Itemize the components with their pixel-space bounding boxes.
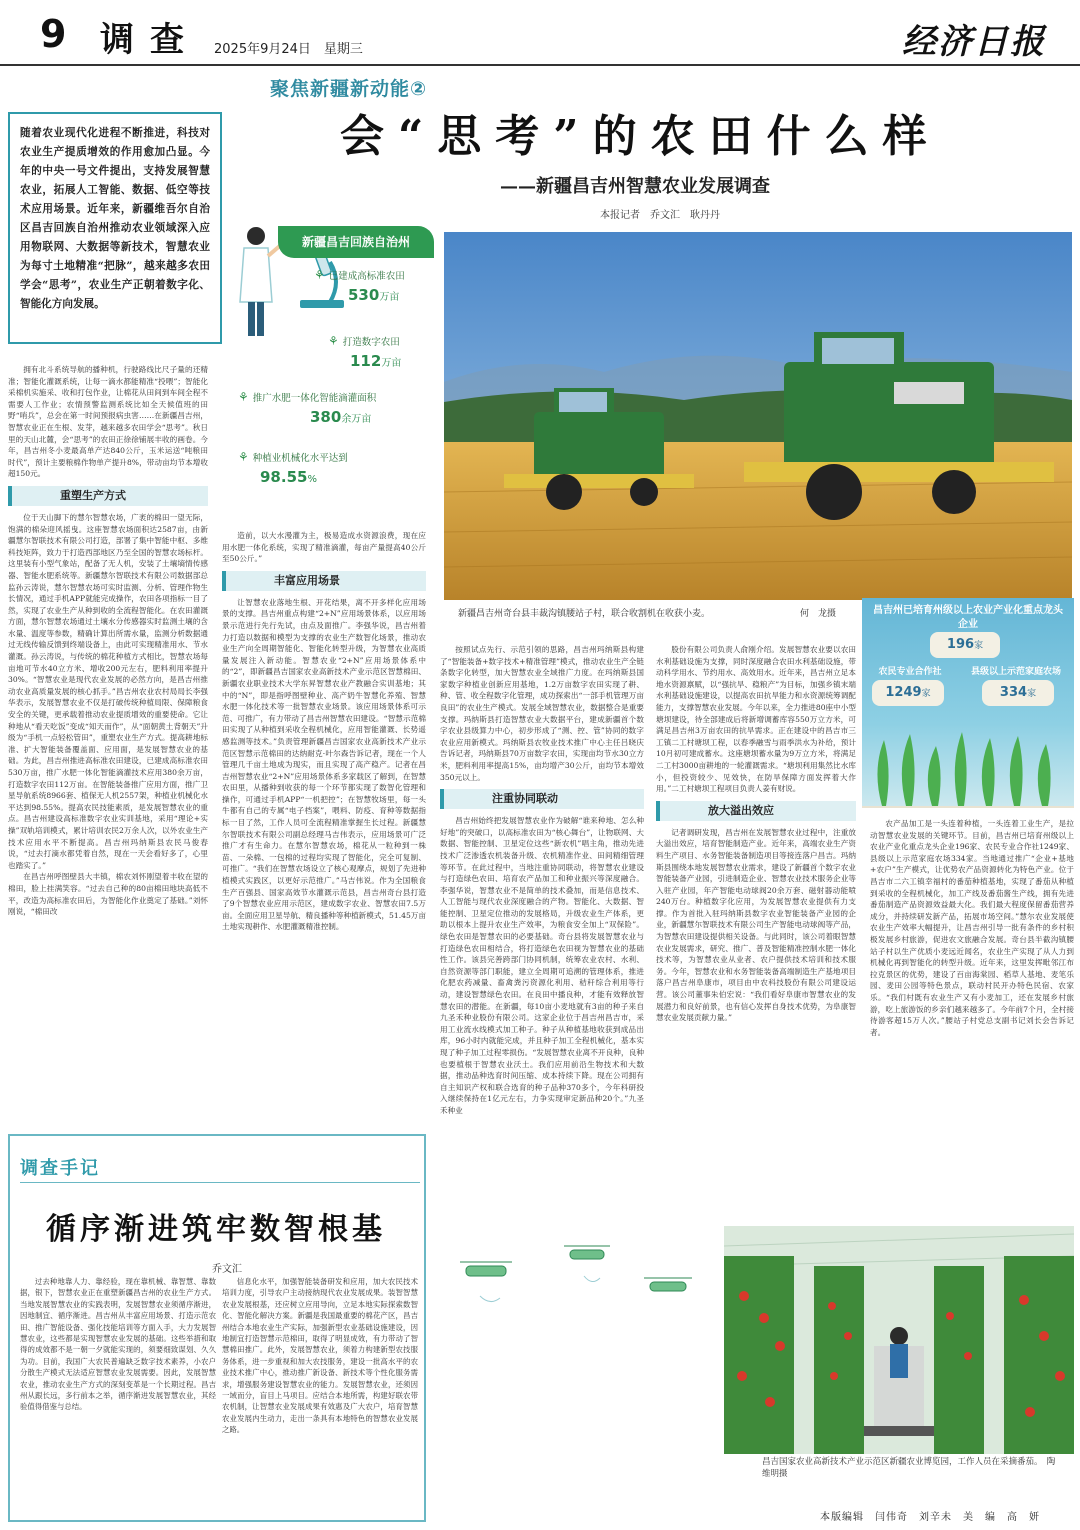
stat-high-standard-farmland [314,268,434,304]
tomato-greenhouse-image [724,1226,1074,1454]
commentary-author: 乔文汇 [212,1264,242,1275]
article-headline: 会“思考”的农田什么样 [340,111,941,162]
body-paragraph: 位于天山脚下的慧尔智慧农场，广袤的棉田一望无际，饱满的棉朵迎风摇曳。这座智慧农场面积达2587亩，由新疆慧尔智联技术有限公司打造，部署了集中智能中枢、多维科技矩阵，致力于打造西部地区乃至全国的智慧农场标杆。这里装有小型气象站，配备了无人机，安装了土壤墒情传感器、智能水肥系统等。新疆慧尔智联技术有限公司数据部总监孙云涛说，慧尔智慧农场可实时监测、分析、管理作物生长情况，通过手机APP就能完成操作，农田各项指标一目了然，实现了农业生产从种到收的全流程智能化。在农田灌溉方面，慧尔智慧农场通过土壤水分传感器实时监测土壤的含水量、温度等参数，精确计算出所需水量，监测分析数据通过无线传输反馈到终端设备上，由此可实现精准用水、节水灌溉。孙云涛说，与传统的棉花种植方式相比，智慧农场每亩地可节水40立方米、增收200元左右，肥料利用率提升30%。“智慧农业是现代农业发展的必然方向，是昌吉州推动农业高质量发展的核心抓手。”昌吉州农业农村局局长李强华表示，发展智慧农业不仅是打破传统种植局限、保障粮食安全的关键，更承载着推动农业提质增效的重要使命。它让种地从“看天吃饭”变成“知天而作”，从“面朝黄土背朝天”升级为“手机一点轻松管田”，重塑农业生产方式。提高耕地标准、扩大智能装备覆盖面、应用面，是发展智慧农业的基础。为此，昌吉州推进高标准农田建设，已建成高标准农田530万亩，推广水肥一体化智能滴灌技术应用380余万亩，打造数字农田112万亩。在智能装备推广应用方面，推广卫星导航系统8966套、植保无人机2557架，种植业机械化水平达到98.55%。提高农民技能素质，是发展智慧农业的重点。昌吉州建设高标准数字农业实训基地，采用“理论+实操”双轨培训模式，累计培训农民2万余人次，以外农业生产技术应用水平不断提高。昌吉州玛纳斯县农民马俊春说，“过去打滴水都凭着自然，现在一天会看好多了，心里也踏实了。” [8,512,208,870]
stat-value: 380 [310,408,342,426]
stat-label: 种植业机械化水平达到 [252,453,348,464]
stat-unit: 万亩 [381,358,402,369]
panel-label-cooperatives: 农民专业合作社 [878,667,942,677]
page-masthead [0,0,1080,66]
harvest-photo [444,232,1072,600]
commentary-paragraph: 信息化水平，加强智能装备研发和应用，加大农民技术培训力度，引导农户主动接纳现代农业发展成果。装智智慧农业发展根基，还应树立应用导向，立足本地实际探索数智化、智能化解决方案。新疆是我国最重要的棉花产区，昌吉州结合本地农业生产实际，加强新型农业基础设施建设，因地制宜打造智慧示范棉田，取得了明显成效，有力带动了智慧棉田推广。此外，发展智慧农业，须着力构建新型农技服务体系，进一步重视和加大农技服务，建设一批高水平的农业技术推广中心，推动推广新设备、新技术等个性化服务需求，增强服务建设智慧农业的能力。发展智慧农业，还须因一域而分，盲目上马项目。应结合本地所需，构建好联农带农机制，让智慧农业发展成果有效惠及广大农户，培育智慧农业发展内生动力，走出一条具有本地特色的智慧农业发展之路。 [222,1277,418,1435]
stat-value: 112 [350,352,382,370]
stat-drip-irrigation [238,390,434,426]
harvest-photo-caption: 新疆昌吉州奇台县丰裁沟镇腰站子村，联合收割机在收获小麦。 [458,609,711,619]
body-paragraph: 农产品加工是一头连着种植，一头连着工业生产，是拉动智慧农业发展的关键环节。目前，昌吉州已培育州级以上农业产业化重点龙头企业196家、农民专业合作社1249家、县级以上示范家庭农场334家。当地通过推广“企业+基地+农户”生产模式，让优势农产品资源转化为特色产业。位于昌吉市二六工镇幸福村的番茄种植基地，实现了番茄从种植到采收的全程机械化，加工产线及番茄酱生产线，拥有先进番茄制造产品资源效益最大化。我们最大程度保留番茄营养成分，并持续研发新产品，拓展市场空间。”慧尔农业发展使农业生产效率大幅提升，让昌吉州引导一批有条件的乡村积极发展乡村旅游，促进农文旅融合发展。奇台县半截沟镇腰站子村以生产优质小麦远近闻名，农业生产实现了从人力到机械化再到智能化的转型升级。近年来，这里发挥毗邻江布拉克景区的优势，建设了百亩海棠园、稻草人基地、麦笔乐园、麦田公园等特色景点，联动村民开办特色民宿、农家乐。“我们村既有农业生产又有小麦加工，还在发展乡村旅游，吃上旅游饭的乡亲们越来越多了。今年前7个月，全村接待游客超15万人次。”腰站子村党总支副书记刘长会告诉记者。 [870,819,1074,1037]
body-paragraph: 让智慧农业落地生根、开花结果，离不开多样化应用场景的支撑。昌吉州重点构建“2+N”应用场景体系，以应用场景示范进行先行先试，由点及面推广。李强华说，昌吉州着力打造以数据和模型为支撑的农业生产数智化场景，推动农业生产向全周期智能化、智能化转型升级，为智慧农业高质量发展注入新动能。智慧农业“2+N”应用场景体系中的“2”，即新疆昌吉国家农业高新技术产业示范区智慧棉田、新疆农业职业技术大学东昇智慧农业产教融合实训基地；其中的“N”，即是指呼图壁种业、高产奶牛智慧化养殖、智慧水肥一体化技术等一批智慧农业场景。该应用场景体系可示范、可推广，有力带动了昌吉州智慧农田建设。“智慧示范棉田实现了从种植到采收全程机械化，应用智能灌溉、长势遥感监测等技术。”负责管理新疆昌吉国家农业高新技术产业示范区智慧示范棉田的达纳耐克·叶尔森告诉记者，现在一个人管理几千亩土地成为现实，而且实现了高产稳产。记者在昌吉州智慧农业“2+N”应用场景体系多家载区了解到，在智慧农田里，从播种到收获的每一个环节都实现了数智化管理和操作，可通过手机APP“一机把控”；在智慧牧场里，每一头牛都有自己的专属“电子档案”，喂料、防疫、育种等数据指标一目了然，工作人员可全流程精准掌握生长过程。新疆慧尔智联技术有限公司副总经理马吉伟表示，应用场景可广泛推广才有生命力。在慧尔智慧农场，棉花从一粒种到一株苗、一朵棉、一包棉的过程均实现了智能化，完全可复制、可推广。“我们在智慧农场设立了核心观摩点，规划了先进种植模式实践区，以更好示范推广。”马吉伟说。作为全国粮食生产百强县、国家高效节水灌溉示范县，昌吉州奇台县打造了9个智慧农业应用示范区，建成数字农业、智慧农田7.5万亩。全面应用卫星导航、精良播种等种植新模式，51.45万亩土地实现耕作、水肥灌溉精准控制。 [222,597,426,932]
body-paragraph: 记者调研发现，昌吉州在发展智慧农业过程中，注重放大溢出效应，培育智能制造产业。近年来，高端农业生产资料生产项目、水务智能装备制造项目等接连落户昌吉。玛纳斯县围绕本地发展智慧农业需求，建设了新疆首个数字农业智能装备产业园，引进制造企业、智慧农业技术服务企业等入驻产业园，年产智能电动球阀20余万套、磁射器动能喷240万台。种植数字化应用，为发展智慧农业提供有力支撑。作为首批入驻玛纳斯县数字农业智能装备产业园的企业，新疆慧尔智联技术有限公司生产智能电动球阀等产品，为智慧农田建设提供相关设备。与此同时，该公司着眼智慧农业发展需求，研究、推广、普及智能精准控制水肥一体化技术等，为智慧农业从业者、农户提供技术培训和技术服务。今年，智慧农业和水务智能装备高端制造生产基地项目落户昌吉州阜康市，项目由中农科技股份有限公司建设运营。该公司董事朱伯宏说：“我们看好阜康市智慧农业的发展潜力和良好前景，也有信心发挥自身技术优势，为阜康智慧农业发展贡献力量。” [656,827,856,1023]
body-column-3 [440,644,644,1224]
section-heading-collaboration: 注重协同联动 [440,789,644,809]
body-column-1 [8,364,208,1128]
panel-value-family-farms: 334家 [982,680,1054,706]
stat-label: 打造数字农田 [342,337,400,348]
stat-label: 已建成高标准农田 [328,271,405,282]
body-column-2 [222,530,426,1128]
body-paragraph: 昌吉州始终把发展智慧农业作为破解“谁来种地、怎么种好地”的突破口，以高标准农田为“核心舞台”，让物联网、大数据、智能控制、卫星定位这些“新农机”唱主角，推动先进技术广泛渗透农机装备升级、农机精准作业、田间精细管理等环节。在此过程中，当地注重协同联动，将智慧农业建设与打造绿色农田、培育农产品加工和种业振兴等深度融合。李强华说，智慧农业不是简单的技术叠加，而是信息技术、人工智能与现代农业深度融合的产物。智能化、大数据、智能控制、卫星定位推动的发展格局，升级农业生产体系，更助以根本上提升农业生产效率，为粮食安全加上“双保险”。绿色农田是智慧农田的必要基础。奇台县将发展智慧农业与打造绿色农田相结合，将打造绿色农田视为智慧农业的基础性工作。该县完善跨部门协同机制，统筹农业农村、水利、自然资源等部门职能，建立全周期可追溯的管理体系，推进化肥农药减量、畜禽粪污资源化利用、秸秆综合利用等行动，建设智慧绿色农田。在良田中播良种，才能有效释放智慧农田的潜能。在新疆，每10亩小麦地就有3亩的种子来自九圣禾种业股份有限公司。这家企业位于昌吉州昌吉市，采用工业流水线模式加工种子。种子从种植基地收获到成品出库，96小时内就能完成，并且种子加工全程机械化，基本实现了种子加工过程零损伤。“发展智慧农业离不开良种，良种也要植根于智慧农业沃土。我们应用前沿生物技术和大数据，推动品种选育时间压缩、成本持续下降。现在公司拥有自主知识产权和联合选育的种子品种370多个，今年科研投入继续保持在1亿元左右，力争实现审定新品种20个。”九圣禾种业 [440,816,644,1115]
stat-value: 98.55 [260,468,308,486]
issue-date: 2025年9月24日 星期三 [214,42,363,57]
greenhouse-photo-caption: 昌吉国家农业高新技术产业示范区新疆农业博览园，工作人员在采摘番茄。 陶维明摄 [762,1457,1056,1479]
editor-credits: 本版编辑 闫伟奇 刘辛未 美 编 高 妍 [820,1512,1040,1523]
stat-unit: % [307,474,317,485]
body-paragraph: 拥有北斗系统导航的播种机，行驶路线比尺子量的还精准；智能化灌溉系统，让每一滴水都能精准“投喂”；智能化采棉机实施采、收和打包作业，让棉花从田间到车间全程不需要人工作业；农情预警监测系统比如全天候值班的田野“哨兵”，总会在第一时间预报病虫害……在新疆昌吉州，智慧农业正在生根、发芽，越来越多农田学会“思考”。秋日里的天山北麓，会“思考”的农田正徐徐铺展丰收的画卷。今年，昌吉州冬小麦最高单产达840公斤，玉米运送“吨粮田时代”，预计主要粮棉作物单产提升8%，带动亩均节本增收超150元。 [8,365,208,479]
panel-value-leading-enterprises: 196家 [930,632,1000,658]
greenhouse-photo [724,1226,1074,1454]
sprout-icon: ⚘ [314,268,325,282]
region-banner: 新疆昌吉回族自治州 [278,226,434,258]
stat-label: 推广水肥一体化智能滴灌面积 [252,393,377,404]
body-paragraph: 按照试点先行、示范引领的思路，昌吉州玛纳斯县构建了“智能装备+数字技术+精准管理”模式，推动农业生产全链条数字化转型，加大智慧农业全域推广力度。在玛纳斯县国家数字种植业创新应用基地，1.2万亩数字农田实现了耕、种、管、收全程数字化管理，成功探索出“一部手机管理万亩良田”的农业生产模式。发展全域智慧农业，数据整合是重要支撑。玛纳斯县打造智慧农业大数据平台，建成新疆首个数字农业县级算力中心，初步形成了“测、控、管”协同的数字农业应用新模式。玛纳斯县农牧业技术推广中心主任吕晓庆告诉记者，玛纳斯县70万亩数字农田，实现亩均节水30立方米，肥料利用率提高15%，亩均增产30公斤，亩均节本增效350元以上。 [440,645,644,782]
commentary-column-right [222,1276,418,1516]
panel-value-cooperatives: 1249家 [872,680,944,706]
stat-unit: 万亩 [379,292,400,303]
sprout-icon: ⚘ [328,334,339,348]
commentary-column-left [20,1276,216,1516]
scientist-illustration-icon [226,222,286,342]
intro-text: 随着农业现代化进程不断推进，科技对农业生产提质增效的作用愈加凸显。今年的中央一号文件提出，支持发展智慧农业，拓展人工智能、数据、低空等技术应用场景。近年来，新疆维吾尔自治区昌吉回族自治州推动农业领域深入应用物联网、大数据等新技术，智慧农业为每寸土地精准“把脉”，越来越多农田学会“思考”，农业生产正朝着数字化、智能化方向发展。 [20,127,210,310]
harvest-photo-credit: 何 龙摄 [800,609,837,619]
series-tag: 聚焦新疆新动能② [270,78,428,100]
stat-value: 530 [348,286,380,304]
newspaper-logo: 经济日报 [902,22,1046,62]
body-column-5 [870,818,1074,1222]
crop-seedlings-icon [862,710,1074,808]
article-byline: 本报记者 乔文汇 耿丹丹 [600,210,720,221]
stats-infographic [226,222,436,522]
stat-mechanization [238,450,348,486]
section-heading-production: 重塑生产方式 [8,486,208,506]
sprout-icon: ⚘ [238,450,249,464]
section-name: 调查 [100,20,200,60]
body-paragraph: 造前，以大水漫灌为主，极易造成水资源浪费，现在应用水肥一体化系统，实现了精准滴灌，每亩产量提高40公斤至50公斤。” [222,531,426,564]
panel-label-family-farms: 县级以上示范家庭农场 [970,667,1061,677]
commentary-tag: 调查手记 [20,1158,100,1179]
page-number: 9 [40,12,67,56]
combine-harvester-image [444,232,1072,600]
drone-illustration-icon [450,1236,710,1326]
section-heading-spillover: 放大溢出效应 [656,801,856,821]
body-column-4 [656,644,856,1222]
panel-title: 昌吉州已培育州级以上农业产业化重点龙头企业 [873,605,1063,630]
intro-box [8,112,222,344]
enterprise-stats-panel [862,598,1074,808]
divider [20,1182,420,1183]
stat-unit: 余万亩 [341,414,372,425]
commentary-paragraph: 过去种地靠人力、靠经验，现在靠机械、靠智慧、靠数据，银下，智慧农业正在重塑新疆昌吉州的农业生产方式。当地发展智慧农业的实践表明，发展智慧农业须循序渐进，因地制宜、循序渐进。昌吉州从丰富应用场景、打造示范农田、推广智能设备、强化技能培训等方面入手，大力发展智慧农业，这些都是实现智慧农业发展的基础。这些举措和取得的成效都不是一朝一夕就能实现的，须要细致谋划、久久为功。目前，我国广大农民普遍缺乏数字技术素养，小农户分散生产模式无法适应智慧农业发展需要。因此，发展智慧农业，推动农业生产方式的深刻变革是一个长期过程。昌吉州从跟长远，多行前本之举，循序渐进发展智慧农业，其经验值得借鉴与总结。 [20,1277,216,1412]
body-paragraph: 在昌吉州呼图壁县大丰镇，棉农刘怀刚望着丰收在望的棉田，脸上挂满笑容。“过去自己种的80亩棉田地块高低不平，改造为高标准农田后，为智能化作业奠定了基础。”刘怀刚说，“棉田改 [8,872,208,917]
body-paragraph: 股份有限公司负责人俞刚介绍。发展智慧农业要以农田水利基础设施为支撑，同时深度融合农田水利基础设施，带动科学用水、节约用水、高效用水。近年来，昌吉州立足本地水资源禀赋，以“强抗旱、稳粮产”为目标，加强乡镇末端水利基础设施建设，以提高农田抗旱能力和水资源统筹调配能力，支撑智慧农业发展。今年以来，全力推进80座中小型塘坝建设，待全部建成后将新增调蓄库容550万立方米，可满足昌吉州3万亩农田的抗旱需求。正在建设中的昌吉市三工镇二工村塘坝工程，以春季融雪与雨季洪水为补给，预计10月初可建成蓄水。这座塘坝蓄水量为9万立方米，将满足二工村3000亩耕地的一轮灌溉需求。“塘坝利用集然比水库小，但投资较少、见效快，在防旱保障方面发挥着大作用。”二工村塘坝工程项目负责人姜有财说。 [656,645,856,794]
stat-digital-farmland [328,334,434,370]
section-heading-scenes: 丰富应用场景 [222,571,426,591]
article-subtitle: ——新疆昌吉州智慧农业发展调查 [500,176,770,197]
commentary-box [8,1134,426,1522]
commentary-title: 循序渐进筑牢数智根基 [46,1212,386,1247]
sprout-icon: ⚘ [238,390,249,404]
